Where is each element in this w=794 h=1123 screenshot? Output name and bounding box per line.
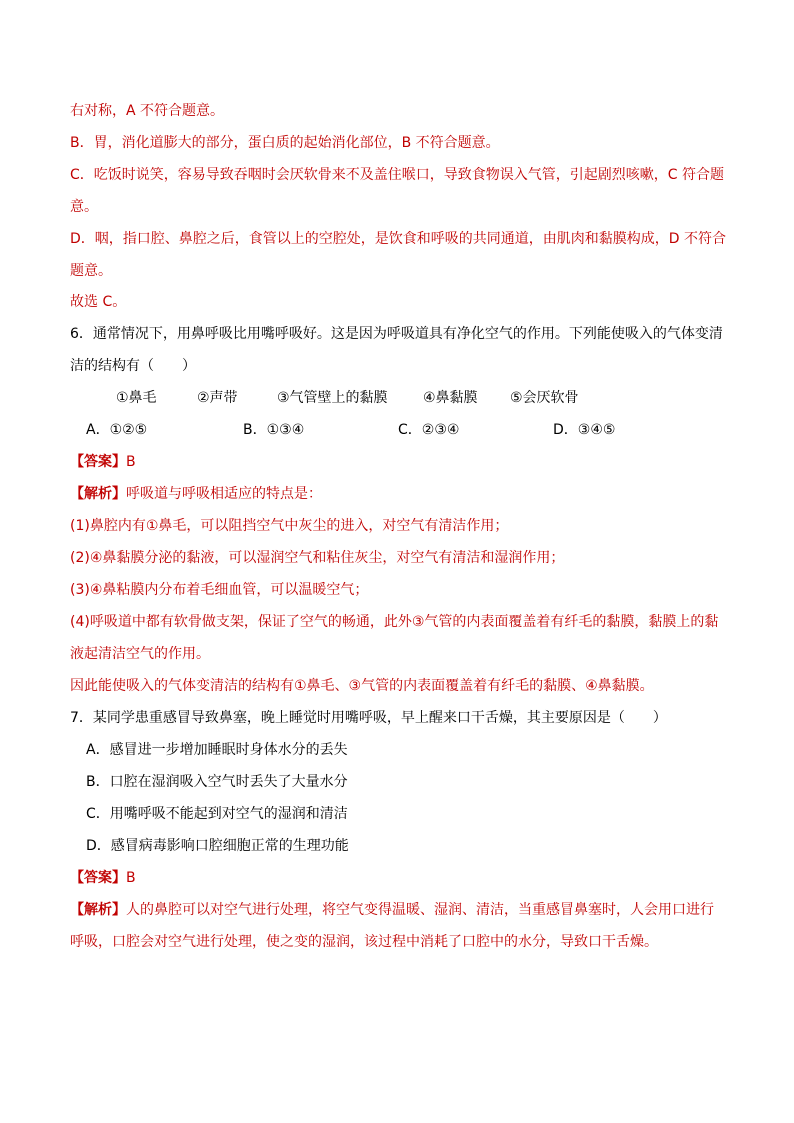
- q7-analysis: [70, 900, 714, 920]
- q6-analysis-point-3: (3)④鼻粘膜内分布着毛细血管，可以温暖空气；: [70, 582, 369, 598]
- q6-stem-line-2: 洁的结构有（ ）: [70, 358, 196, 374]
- q6-analysis-label: 【解析】: [70, 486, 126, 502]
- q6-answer: [70, 452, 136, 472]
- q6-item-3: ③气管壁上的黏膜: [277, 390, 388, 406]
- q7-analysis-line-1: 人的鼻腔可以对空气进行处理，将空气变得温暖、湿润、清洁，当重感冒鼻塞时，人会用口进行: [126, 902, 714, 918]
- prev-explanation-line-4a: D．咽，指口腔、鼻腔之后，食管以上的空腔处，是饮食和呼吸的共同通道，由肌肉和黏膜构成，D 不符合: [70, 231, 727, 247]
- q6-item-5: ⑤会厌软骨: [510, 390, 579, 406]
- q6-analysis-point-4a: (4)呼吸道中都有软骨做支架，保证了空气的畅通，此外③气管的内表面覆盖着有纤毛的黏膜，黏膜上的黏: [70, 614, 719, 630]
- q6-item-4: ④鼻黏膜: [423, 390, 478, 406]
- q6-analysis-point-2: (2)④鼻黏膜分泌的黏液，可以湿润空气和粘住灰尘，对空气有清洁和湿润作用；: [70, 550, 565, 566]
- q6-stem-line-1: 6．通常情况下，用鼻呼吸比用嘴呼吸好。这是因为呼吸道具有净化空气的作用。下列能使吸入的气体变清: [70, 326, 723, 342]
- q7-option-a: A．感冒进一步增加睡眠时身体水分的丢失: [86, 742, 348, 758]
- q7-analysis-label: 【解析】: [70, 902, 126, 918]
- q7-option-d: D．感冒病毒影响口腔细胞正常的生理功能: [86, 838, 349, 854]
- q6-item-2: ②声带: [197, 390, 238, 406]
- q6-option-c: C．②③④: [398, 422, 460, 438]
- q6-item-1: ①鼻毛: [116, 390, 157, 406]
- q7-option-b: B．口腔在湿润吸入空气时丢失了大量水分: [86, 774, 348, 790]
- q6-answer-label: 【答案】: [70, 454, 126, 470]
- q7-analysis-line-2: 呼吸，口腔会对空气进行处理，使之变的湿润，该过程中消耗了口腔中的水分，导致口干舌燥。: [70, 934, 658, 950]
- q7-stem: 7．某同学患重感冒导致鼻塞，晚上睡觉时用嘴呼吸，早上醒来口干舌燥，其主要原因是（ ）: [70, 710, 667, 726]
- prev-explanation-line-1: 右对称，A 不符合题意。: [70, 103, 225, 119]
- q7-answer: [70, 868, 136, 888]
- q6-analysis-summary: 因此能使吸入的气体变清洁的结构有①鼻毛、③气管的内表面覆盖着有纤毛的黏膜、④鼻黏膜。: [70, 678, 654, 694]
- q6-option-d: D．③④⑤: [553, 422, 616, 438]
- q6-analysis-point-4b: 液起清洁空气的作用。: [70, 646, 210, 662]
- q7-option-c: C．用嘴呼吸不能起到对空气的湿润和清洁: [86, 806, 348, 822]
- q6-analysis-intro: 呼吸道与呼吸相适应的特点是：: [126, 486, 322, 502]
- prev-explanation-line-4b: 题意。: [70, 263, 112, 279]
- q7-answer-value: B: [126, 870, 136, 886]
- prev-explanation-line-3b: 意。: [70, 199, 98, 215]
- q6-analysis-point-1: (1)鼻腔内有①鼻毛，可以阻挡空气中灰尘的进入，对空气有清洁作用；: [70, 518, 509, 534]
- q6-option-a: A．①②⑤: [86, 422, 148, 438]
- prev-explanation-line-3a: C．吃饭时说笑，容易导致吞咽时会厌软骨来不及盖住喉口，导致食物误入气管，引起剧烈咳嗽，C 符合题: [70, 167, 724, 183]
- q6-answer-value: B: [126, 454, 136, 470]
- q7-answer-label: 【答案】: [70, 870, 126, 886]
- q6-option-b: B．①③④: [243, 422, 305, 438]
- q6-analysis: [70, 484, 322, 504]
- prev-conclusion: 故选 C。: [70, 294, 127, 310]
- prev-explanation-line-2: B．胃，消化道膨大的部分，蛋白质的起始消化部位，B 不符合题意。: [70, 135, 500, 151]
